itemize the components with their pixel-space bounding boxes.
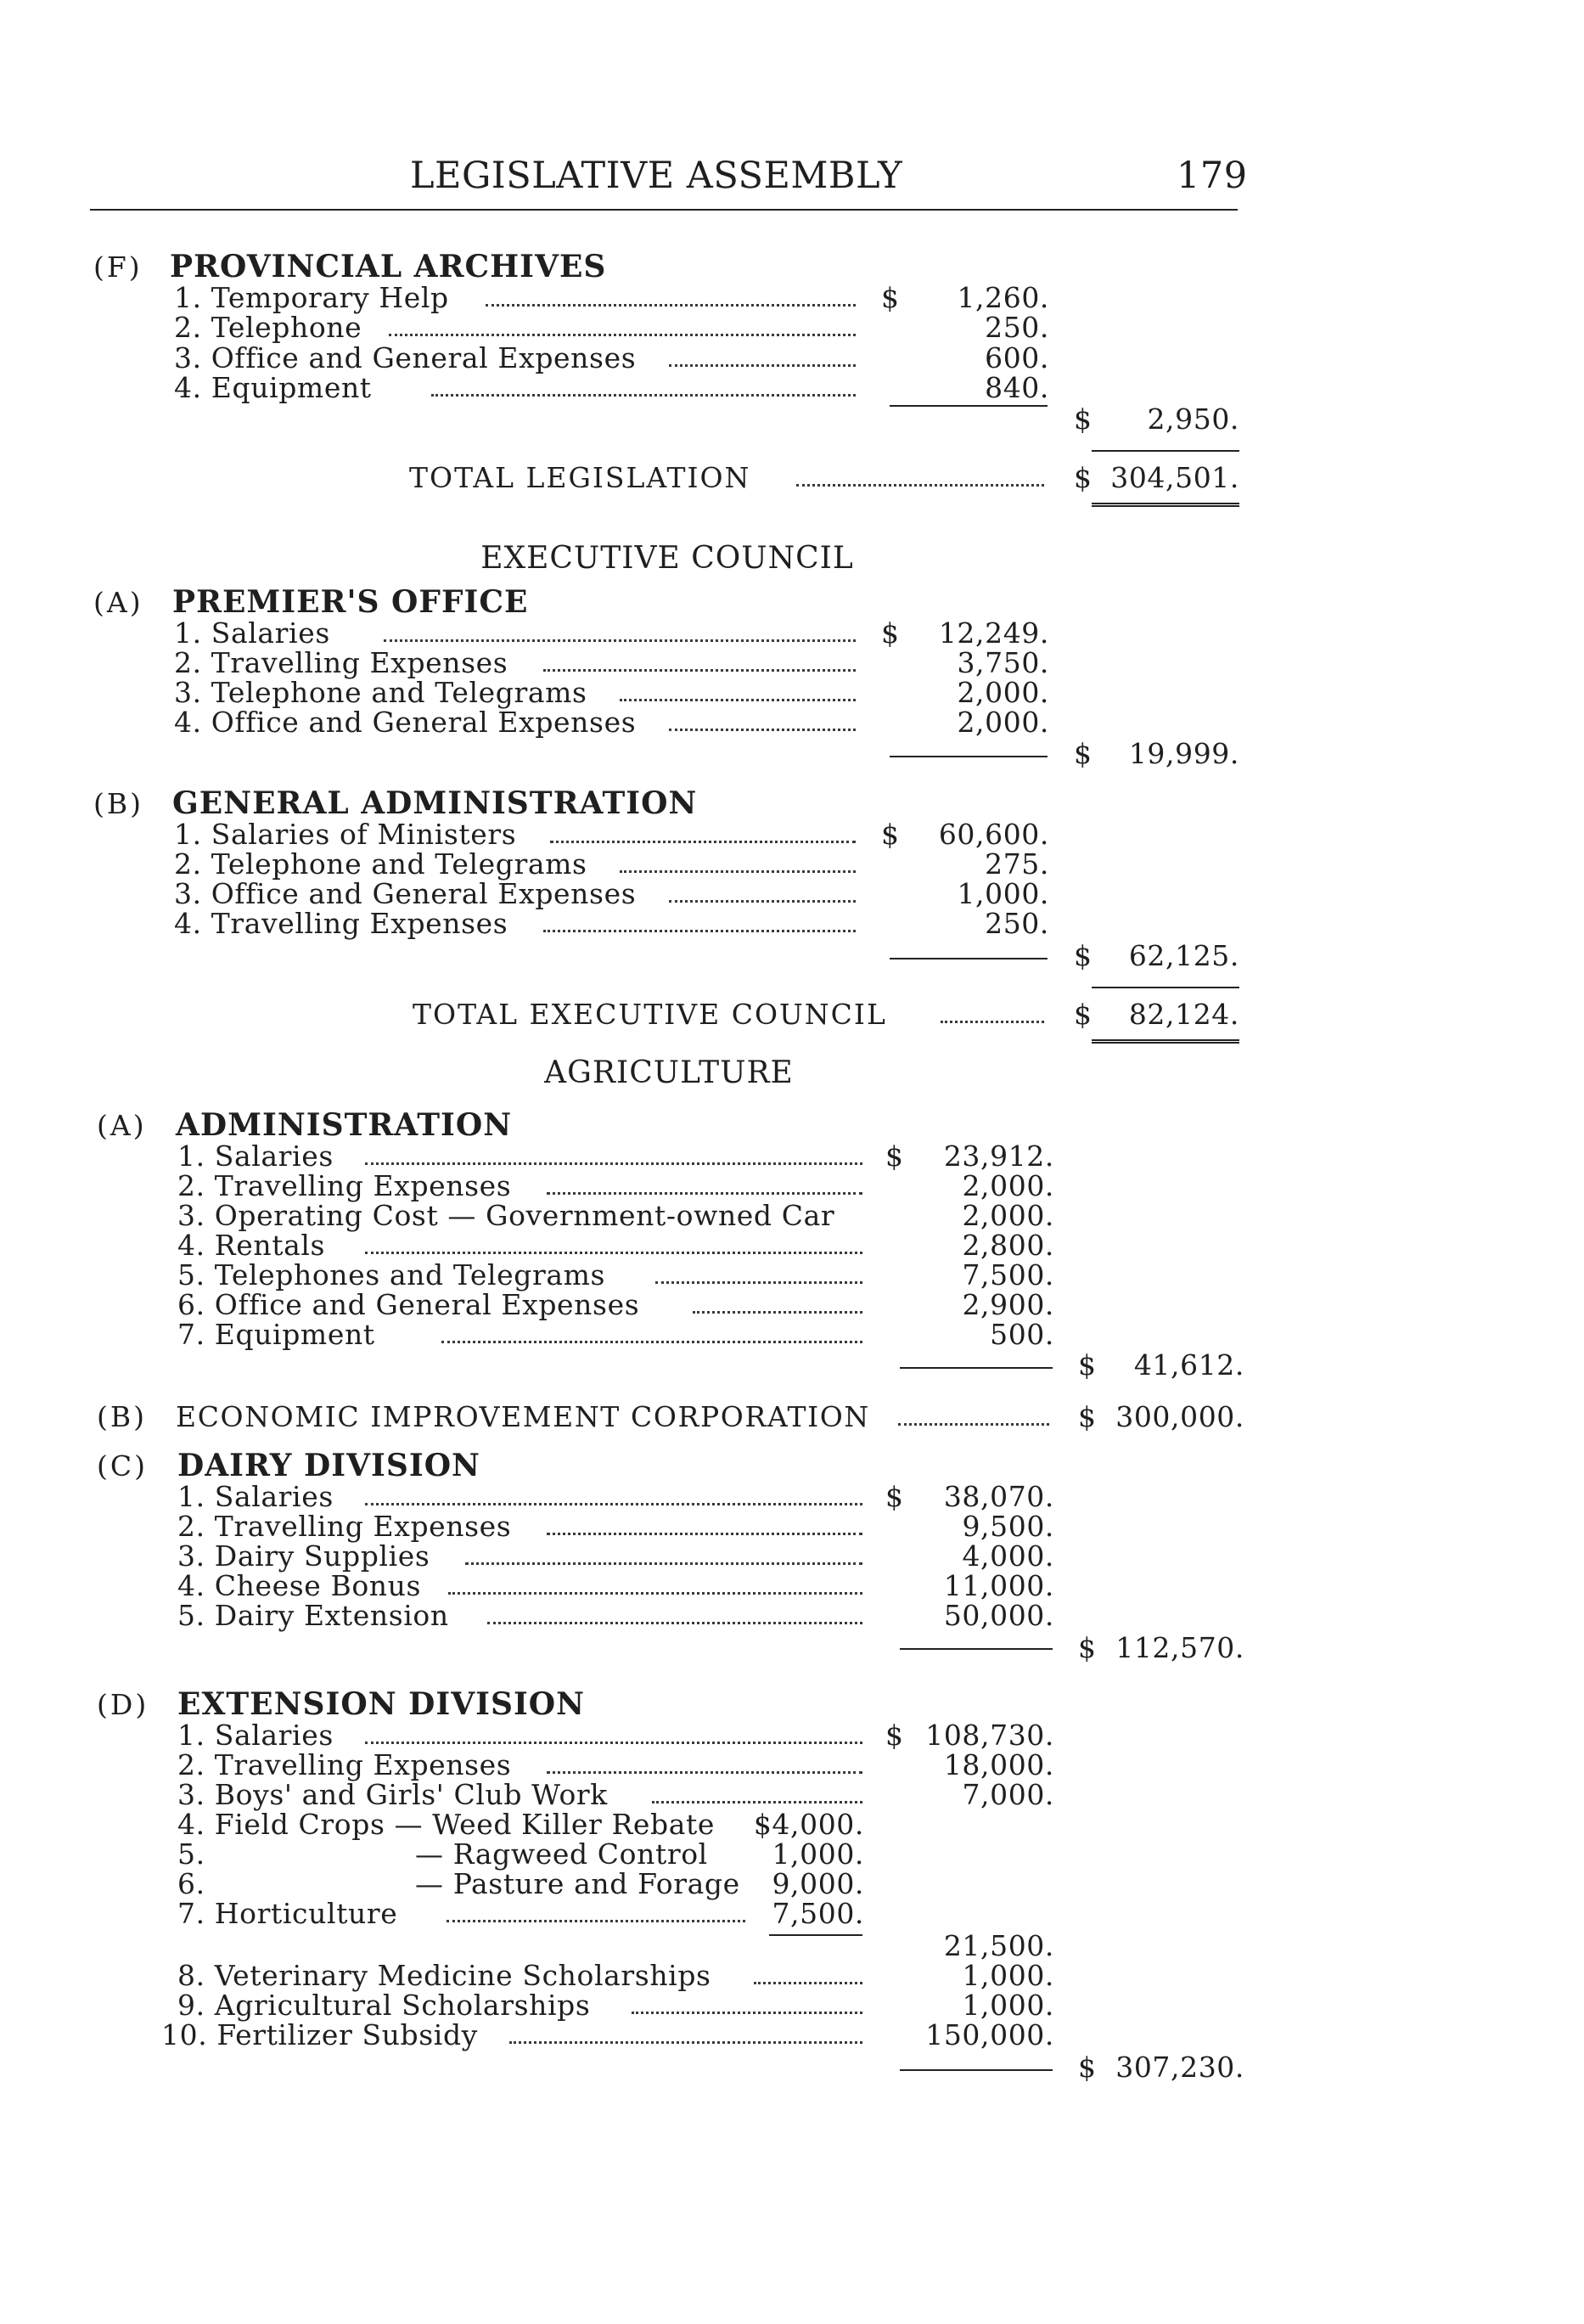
- leader-dots: [365, 1252, 862, 1254]
- line-item: 1. Salaries: [177, 1480, 334, 1513]
- dollar-sign: $: [1074, 737, 1092, 770]
- page-title: LEGISLATIVE ASSEMBLY: [410, 155, 903, 197]
- amount: 18,000.: [943, 1748, 1054, 1781]
- leader-dots: [365, 1503, 862, 1505]
- leader-dots: [655, 1281, 862, 1284]
- amount: 108,730.: [925, 1719, 1054, 1752]
- double-rule: [1092, 503, 1239, 507]
- line-item: 3. Boys' and Girls' Club Work: [177, 1778, 608, 1811]
- amount: 2,000.: [957, 676, 1049, 709]
- line-item: 8. Veterinary Medicine Scholarships: [177, 1959, 711, 1992]
- dollar-sign: $: [1074, 998, 1092, 1031]
- leader-dots: [669, 729, 856, 731]
- sub-amount: $4,000.: [753, 1808, 864, 1841]
- amount: 250.: [985, 907, 1049, 940]
- header-rule: [90, 209, 1238, 211]
- leader-dots: [487, 1622, 862, 1624]
- amount: 50,000.: [943, 1599, 1054, 1632]
- department-title: EXECUTIVE COUNCIL: [480, 541, 854, 576]
- amount: 1,000.: [957, 877, 1049, 910]
- section-letter: (B): [93, 787, 143, 820]
- leader-dots: [652, 1801, 862, 1803]
- leader-dots: [754, 1982, 862, 1984]
- leader-dots: [898, 1423, 1049, 1426]
- amount: 23,912.: [943, 1139, 1054, 1173]
- sub-amount: 7,500.: [772, 1897, 864, 1930]
- section-total: 307,230.: [1115, 2051, 1244, 2084]
- double-rule: [1092, 1039, 1239, 1044]
- line-item: 10. Fertilizer Subsidy: [161, 2018, 478, 2051]
- subtotal-rule: [890, 756, 1048, 757]
- section-letter: (C): [97, 1449, 148, 1483]
- dollar-sign: $: [1074, 402, 1092, 436]
- line-item: 1. Salaries of Ministers: [174, 818, 517, 851]
- section-letter: (A): [93, 586, 143, 619]
- leader-dots: [543, 930, 856, 932]
- leader-dots: [448, 1592, 862, 1595]
- dollar-sign: $: [1074, 461, 1092, 494]
- section-total: 41,612.: [1133, 1348, 1244, 1381]
- leader-dots: [547, 1192, 862, 1195]
- total-label: TOTAL EXECUTIVE COUNCIL: [413, 998, 887, 1031]
- line-item: 4. Rentals: [177, 1229, 326, 1262]
- line-item: 2. Travelling Expenses: [177, 1169, 512, 1202]
- leader-dots: [509, 2041, 862, 2044]
- department-title: AGRICULTURE: [544, 1055, 794, 1090]
- amount: 3,750.: [957, 646, 1049, 679]
- line-item: 6. Office and General Expenses: [177, 1288, 640, 1321]
- leader-dots: [389, 334, 856, 336]
- line-item: — Ragweed Control: [415, 1837, 708, 1871]
- amount: 1,000.: [962, 1959, 1054, 1992]
- line-item: 1. Salaries: [177, 1719, 334, 1752]
- line-item: 3. Dairy Supplies: [177, 1539, 430, 1573]
- line-item: 1. Salaries: [174, 616, 330, 650]
- leader-dots: [669, 364, 856, 367]
- amount: 2,000.: [957, 706, 1049, 739]
- line-item: 3. Office and General Expenses: [174, 341, 637, 374]
- line-item: 9. Agricultural Scholarships: [177, 1989, 591, 2022]
- line-item: 2. Travelling Expenses: [177, 1748, 512, 1781]
- line-item-number: 5.: [177, 1837, 205, 1871]
- amount: 9,500.: [962, 1510, 1054, 1543]
- section-heading: PREMIER'S OFFICE: [172, 584, 529, 620]
- section-heading: ADMINISTRATION: [176, 1107, 513, 1143]
- leader-dots: [941, 1021, 1044, 1023]
- sub-amount: 1,000.: [772, 1837, 864, 1871]
- dollar-sign: $: [1078, 2051, 1096, 2084]
- leader-dots: [441, 1341, 862, 1343]
- grand-total: 82,124.: [1128, 998, 1239, 1031]
- total-rule: [1092, 987, 1239, 988]
- leader-dots: [620, 699, 856, 701]
- line-item: 4. Cheese Bonus: [177, 1569, 422, 1602]
- amount: 250.: [985, 311, 1049, 344]
- grand-total: 304,501.: [1110, 461, 1239, 494]
- section-letter: (A): [97, 1109, 147, 1142]
- dollar-sign: $: [885, 1139, 903, 1173]
- leader-dots: [796, 484, 1044, 487]
- total-label: TOTAL LEGISLATION: [409, 461, 751, 494]
- dollar-sign: $: [1078, 1400, 1096, 1433]
- line-item: 5. Telephones and Telegrams: [177, 1258, 606, 1291]
- line-item: 1. Salaries: [177, 1139, 334, 1173]
- leader-dots: [547, 1533, 862, 1535]
- amount: 4,000.: [962, 1539, 1054, 1573]
- line-item-number: 6.: [177, 1867, 205, 1900]
- leader-dots: [431, 394, 856, 397]
- line-item: 4. Field Crops — Weed Killer Rebate: [177, 1808, 716, 1841]
- subtotal-rule: [890, 405, 1048, 407]
- leader-dots: [486, 304, 856, 307]
- dollar-sign: $: [885, 1480, 903, 1513]
- line-item: 2. Travelling Expenses: [177, 1510, 512, 1543]
- section-heading: DAIRY DIVISION: [177, 1448, 480, 1483]
- line-item: 2. Travelling Expenses: [174, 646, 508, 679]
- dollar-sign: $: [1074, 939, 1092, 972]
- subtotal-rule: [890, 958, 1048, 959]
- line-item: 5. Dairy Extension: [177, 1599, 449, 1632]
- amount: 2,800.: [962, 1229, 1054, 1262]
- section-total: 62,125.: [1128, 939, 1239, 972]
- leader-dots: [543, 669, 856, 672]
- leader-dots: [365, 1162, 862, 1165]
- amount: 1,260.: [957, 281, 1049, 314]
- section-heading: EXTENSION DIVISION: [177, 1686, 586, 1722]
- section-letter: (D): [97, 1688, 149, 1721]
- line-item: 7. Equipment: [177, 1318, 375, 1351]
- dollar-sign: $: [881, 281, 899, 314]
- amount: 1,000.: [962, 1989, 1054, 2022]
- line-item: 4. Travelling Expenses: [174, 907, 508, 940]
- line-item: 3. Office and General Expenses: [174, 877, 637, 910]
- amount: 60,600.: [938, 818, 1049, 851]
- leader-dots: [447, 1920, 745, 1922]
- section-heading: GENERAL ADMINISTRATION: [172, 785, 698, 821]
- amount: 38,070.: [943, 1480, 1054, 1513]
- dollar-sign: $: [1078, 1348, 1096, 1381]
- line-item: 3. Telephone and Telegrams: [174, 676, 587, 709]
- dollar-sign: $: [1078, 1631, 1096, 1664]
- amount: 7,500.: [962, 1258, 1054, 1291]
- subtotal-rule: [769, 1934, 862, 1936]
- amount: 7,000.: [962, 1778, 1054, 1811]
- dollar-sign: $: [881, 616, 899, 650]
- page-number: 179: [1177, 155, 1248, 197]
- section-total: 300,000.: [1115, 1400, 1244, 1433]
- line-item: 2. Telephone and Telegrams: [174, 847, 587, 881]
- leader-dots: [465, 1562, 862, 1565]
- amount: 150,000.: [925, 2018, 1054, 2051]
- subtotal-rule: [900, 1367, 1053, 1369]
- total-rule: [1092, 450, 1239, 452]
- section-total: 112,570.: [1115, 1631, 1244, 1664]
- amount: 2,000.: [962, 1199, 1054, 1232]
- leader-dots: [632, 2012, 862, 2014]
- line-item: 3. Operating Cost — Government-owned Car: [177, 1199, 835, 1232]
- subtotal-rule: [900, 1648, 1053, 1650]
- leader-dots: [365, 1742, 862, 1744]
- section-heading: ECONOMIC IMPROVEMENT CORPORATION: [176, 1400, 870, 1433]
- line-item: 1. Temporary Help: [174, 281, 449, 314]
- amount: 500.: [990, 1318, 1054, 1351]
- leader-dots: [547, 1771, 862, 1774]
- dollar-sign: $: [881, 818, 899, 851]
- section-total: 2,950.: [1147, 402, 1239, 436]
- amount: 12,249.: [938, 616, 1049, 650]
- amount: 275.: [985, 847, 1049, 881]
- leader-dots: [620, 870, 856, 873]
- amount: 2,900.: [962, 1288, 1054, 1321]
- line-item: 4. Office and General Expenses: [174, 706, 637, 739]
- dollar-sign: $: [885, 1719, 903, 1752]
- sub-amount: 9,000.: [772, 1867, 864, 1900]
- amount: 600.: [985, 341, 1049, 374]
- line-item: 4. Equipment: [174, 371, 372, 404]
- leader-dots: [693, 1311, 862, 1314]
- section-letter: (F): [93, 250, 143, 284]
- amount: 21,500.: [943, 1929, 1054, 1962]
- line-item: 7. Horticulture: [177, 1897, 398, 1930]
- leader-dots: [669, 900, 856, 903]
- amount: 2,000.: [962, 1169, 1054, 1202]
- amount: 840.: [985, 371, 1049, 404]
- section-letter: (B): [97, 1400, 147, 1433]
- leader-dots: [384, 639, 856, 642]
- subtotal-rule: [900, 2069, 1053, 2071]
- section-heading: PROVINCIAL ARCHIVES: [170, 249, 607, 284]
- line-item: 2. Telephone: [174, 311, 362, 344]
- amount: 11,000.: [943, 1569, 1054, 1602]
- line-item: — Pasture and Forage: [415, 1867, 740, 1900]
- section-total: 19,999.: [1128, 737, 1239, 770]
- leader-dots: [550, 841, 856, 843]
